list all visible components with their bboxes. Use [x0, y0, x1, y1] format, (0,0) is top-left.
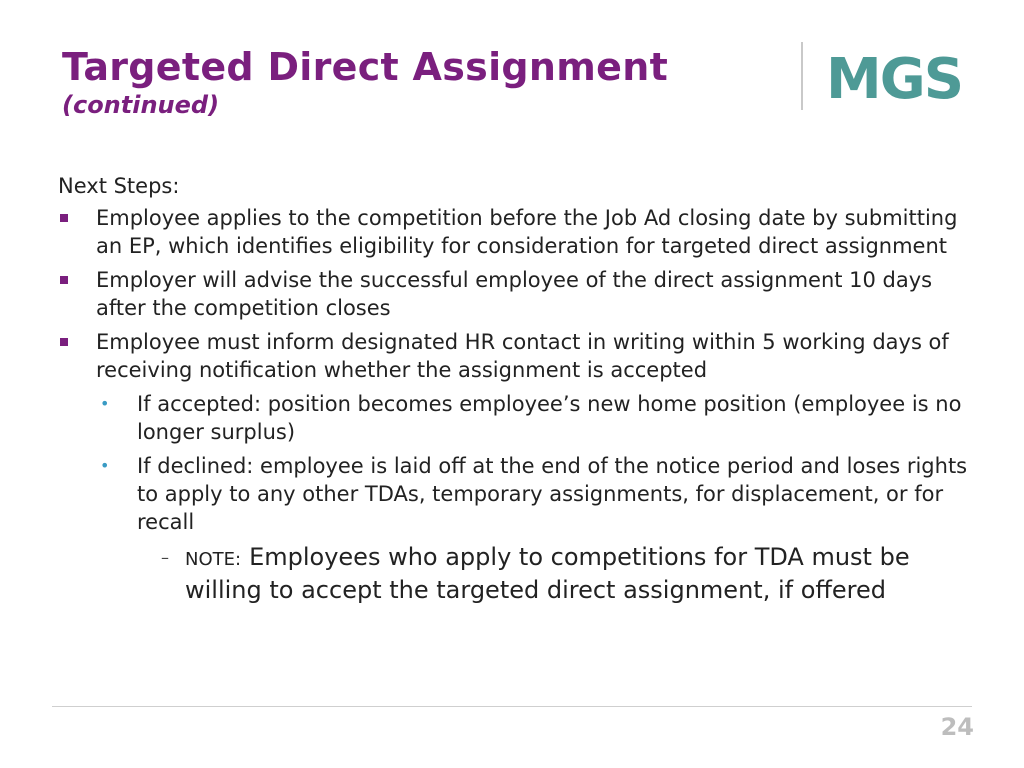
dash-bullet-icon: –: [161, 548, 169, 567]
dot-bullet-icon: •: [100, 456, 110, 475]
list-item-text: Employee applies to the competition before the Job Ad closing date by submitting an EP, which identifies eligibility for consideration for targeted direct assignment: [96, 206, 958, 258]
dot-bullet-icon: •: [100, 394, 110, 413]
logo-divider: [801, 42, 803, 110]
list-item: [58, 328, 978, 606]
slide-title: Targeted Direct Assignment: [62, 45, 669, 89]
square-bullet-icon: [60, 338, 68, 346]
note-list: [137, 542, 978, 606]
bullet-list: [58, 204, 978, 606]
lead-text: Next Steps:: [58, 174, 180, 198]
sub-bullet-list: [96, 390, 978, 606]
page-number: 24: [940, 713, 974, 741]
sub-list-item-text: If accepted: position becomes employee’s new home position (employee is no longer surplus): [137, 392, 962, 444]
slide-subtitle: (continued): [62, 91, 220, 119]
square-bullet-icon: [60, 276, 68, 284]
sub-list-item: [96, 390, 978, 446]
note-label: NOTE:: [185, 549, 242, 570]
list-item: [58, 266, 978, 322]
logo-text: MGS: [826, 48, 963, 104]
footer-divider: [52, 706, 972, 707]
sub-list-item-text: If declined: employee is laid off at the end of the notice period and loses rights to apply to any other TDAs, temporary assignments, for displacement, or for recall: [137, 454, 968, 534]
title-block: [62, 44, 668, 120]
slide-content: [58, 172, 978, 612]
list-item-text: Employee must inform designated HR contact in writing within 5 working days of receiving notification whether the assignment is accepted: [96, 330, 949, 382]
list-item-text: Employer will advise the successful employee of the direct assignment 10 days after the competition closes: [96, 268, 933, 320]
square-bullet-icon: [60, 214, 68, 222]
note-text: Employees who apply to competitions for TDA must be willing to accept the targeted direct assignment, if offered: [185, 543, 910, 604]
list-item: [58, 204, 978, 260]
note-item: [137, 542, 978, 606]
mgs-logo-graphic: [826, 48, 972, 104]
sub-list-item: [96, 452, 978, 606]
mgs-logo: [826, 48, 972, 104]
